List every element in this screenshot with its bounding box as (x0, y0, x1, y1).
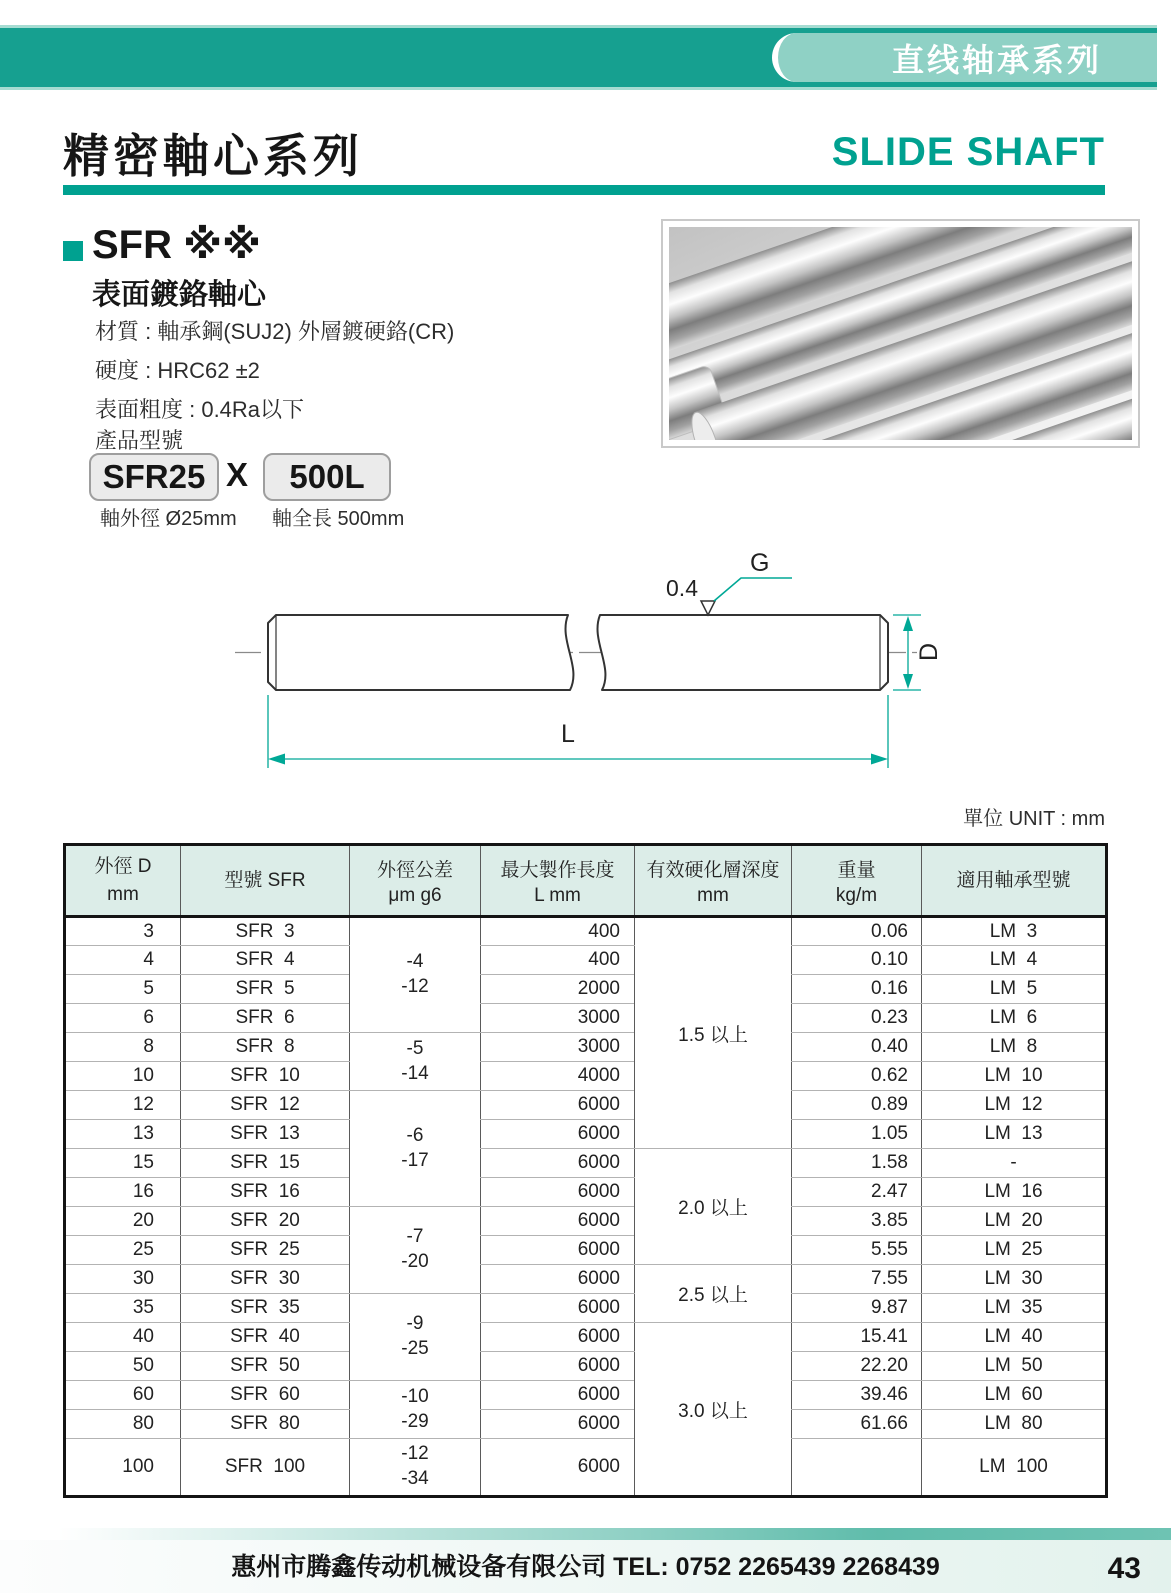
model-diameter-note: 軸外徑 Ø25mm (100, 508, 237, 530)
cell-tolerance: -6 -17 (350, 1091, 481, 1207)
cell-model: SFR 25 (181, 1236, 350, 1265)
page-title-en: SLIDE SHAFT (831, 130, 1105, 174)
spec-table-body (65, 917, 1107, 1497)
cell-max-length: 400 (481, 917, 635, 946)
cell-outer-diameter: 16 (65, 1178, 181, 1207)
cell-model: SFR 6 (181, 1004, 350, 1033)
cell-weight: 15.41 (792, 1323, 922, 1352)
cell-tolerance: -7 -20 (350, 1207, 481, 1294)
cell-outer-diameter: 4 (65, 946, 181, 975)
cell-weight: 2.47 (792, 1178, 922, 1207)
cell-model: SFR 16 (181, 1178, 350, 1207)
cell-weight: 22.20 (792, 1352, 922, 1381)
cell-max-length: 2000 (481, 975, 635, 1004)
cell-bearing-model: LM 100 (922, 1439, 1107, 1497)
header-outer-diameter: 外徑 D mm (65, 845, 181, 917)
cell-bearing-model: LM 12 (922, 1091, 1107, 1120)
material-specs (95, 312, 454, 429)
shaft-right-segment (597, 615, 888, 690)
leader-line (714, 578, 792, 601)
cell-outer-diameter: 5 (65, 975, 181, 1004)
cell-bearing-model: LM 50 (922, 1352, 1107, 1381)
cell-tolerance: -10 -29 (350, 1381, 481, 1439)
cell-max-length: 3000 (481, 1004, 635, 1033)
model-diameter-box: SFR25 (89, 453, 219, 501)
cell-model: SFR 3 (181, 917, 350, 946)
top-banner (0, 25, 1157, 90)
d-arrow-down-icon (903, 674, 913, 689)
header-hardening-depth: 有效硬化層深度 mm (635, 845, 792, 917)
cell-max-length: 6000 (481, 1352, 635, 1381)
cell-bearing-model: LM 5 (922, 975, 1107, 1004)
cell-weight (792, 1439, 922, 1497)
roughness-value: 0.4 (666, 575, 698, 601)
cell-bearing-model: LM 10 (922, 1062, 1107, 1091)
cell-weight: 3.85 (792, 1207, 922, 1236)
l-arrow-right-icon (871, 754, 888, 765)
series-tab-label: 直线轴承系列 (891, 41, 1102, 78)
cell-outer-diameter: 60 (65, 1381, 181, 1410)
l-arrow-left-icon (268, 754, 285, 765)
cell-max-length: 6000 (481, 1120, 635, 1149)
cell-model: SFR 35 (181, 1294, 350, 1323)
header-model: 型號 SFR (181, 845, 350, 917)
cell-bearing-model: LM 6 (922, 1004, 1107, 1033)
page-title-zh: 精密軸心系列 (63, 130, 363, 182)
cell-weight: 0.40 (792, 1033, 922, 1062)
cell-model: SFR 8 (181, 1033, 350, 1062)
cell-outer-diameter: 6 (65, 1004, 181, 1033)
cell-weight: 0.62 (792, 1062, 922, 1091)
cell-hardening-depth: 3.0 以上 (635, 1323, 792, 1497)
cell-tolerance: -4 -12 (350, 917, 481, 1033)
section-bullet-icon (63, 241, 83, 261)
cell-model: SFR 20 (181, 1207, 350, 1236)
cell-outer-diameter: 35 (65, 1294, 181, 1323)
table-row (65, 1294, 1107, 1323)
cell-model: SFR 12 (181, 1091, 350, 1120)
cell-bearing-model: LM 25 (922, 1236, 1107, 1265)
cell-weight: 1.05 (792, 1120, 922, 1149)
table-row (65, 1004, 1107, 1033)
cell-max-length: 6000 (481, 1178, 635, 1207)
table-row (65, 1033, 1107, 1062)
cell-max-length: 6000 (481, 1323, 635, 1352)
cell-weight: 5.55 (792, 1236, 922, 1265)
header-row (65, 845, 1107, 917)
cell-outer-diameter: 20 (65, 1207, 181, 1236)
table-row (65, 1265, 1107, 1294)
header-tolerance: 外徑公差 μm g6 (350, 845, 481, 917)
cell-weight: 0.89 (792, 1091, 922, 1120)
header-weight: 重量 kg/m (792, 845, 922, 917)
unit-note: 單位 UNIT : mm (963, 808, 1105, 830)
cell-max-length: 400 (481, 946, 635, 975)
table-row (65, 1352, 1107, 1381)
cell-max-length: 6000 (481, 1410, 635, 1439)
cell-max-length: 3000 (481, 1033, 635, 1062)
spec-material: 材質 : 軸承鋼(SUJ2) 外層鍍硬鉻(CR) (95, 319, 455, 344)
title-rule (63, 185, 1105, 195)
cell-tolerance: -12 -34 (350, 1439, 481, 1497)
cell-tolerance: -9 -25 (350, 1294, 481, 1381)
cell-weight: 9.87 (792, 1294, 922, 1323)
page-number: 43 (1107, 1552, 1141, 1585)
table-row (65, 946, 1107, 975)
cell-outer-diameter: 40 (65, 1323, 181, 1352)
series-tab (772, 33, 1157, 82)
cell-model: SFR 40 (181, 1323, 350, 1352)
cell-max-length: 6000 (481, 1236, 635, 1265)
length-dim-label: L (561, 720, 575, 748)
cell-outer-diameter: 50 (65, 1352, 181, 1381)
spec-table (63, 843, 1108, 1498)
series-name: 表面鍍鉻軸心 (92, 279, 267, 311)
cell-hardening-depth: 2.0 以上 (635, 1149, 792, 1265)
cell-model: SFR 10 (181, 1062, 350, 1091)
cell-model: SFR 50 (181, 1352, 350, 1381)
spec-roughness: 表面粗度 : 0.4Ra以下 (95, 397, 305, 422)
cell-weight: 39.46 (792, 1381, 922, 1410)
cell-weight: 7.55 (792, 1265, 922, 1294)
cell-bearing-model: LM 13 (922, 1120, 1107, 1149)
cell-outer-diameter: 80 (65, 1410, 181, 1439)
cell-max-length: 6000 (481, 1265, 635, 1294)
cell-model: SFR 60 (181, 1381, 350, 1410)
cell-weight: 0.23 (792, 1004, 922, 1033)
header-bearing-model: 適用軸承型號 (922, 845, 1107, 917)
cell-bearing-model: - (922, 1149, 1107, 1178)
cell-outer-diameter: 10 (65, 1062, 181, 1091)
cell-outer-diameter: 25 (65, 1236, 181, 1265)
cell-bearing-model: LM 35 (922, 1294, 1107, 1323)
footer-gradient-strip (0, 1528, 1171, 1540)
model-section-label: 產品型號 (95, 428, 184, 453)
cell-max-length: 6000 (481, 1294, 635, 1323)
cell-bearing-model: LM 80 (922, 1410, 1107, 1439)
cell-model: SFR 4 (181, 946, 350, 975)
cell-weight: 0.06 (792, 917, 922, 946)
cell-hardening-depth: 1.5 以上 (635, 917, 792, 1149)
cell-outer-diameter: 30 (65, 1265, 181, 1294)
table-row (65, 1149, 1107, 1178)
cell-outer-diameter: 12 (65, 1091, 181, 1120)
cell-outer-diameter: 15 (65, 1149, 181, 1178)
cell-max-length: 6000 (481, 1149, 635, 1178)
spec-hardness: 硬度 : HRC62 ±2 (95, 358, 260, 383)
product-photo (661, 219, 1140, 448)
cell-bearing-model: LM 40 (922, 1323, 1107, 1352)
surface-finish-triangle-icon (701, 601, 715, 615)
cell-model: SFR 15 (181, 1149, 350, 1178)
table-row (65, 1236, 1107, 1265)
cell-weight: 0.16 (792, 975, 922, 1004)
table-row (65, 1410, 1107, 1439)
cell-outer-diameter: 8 (65, 1033, 181, 1062)
table-row (65, 1381, 1107, 1410)
table-row (65, 917, 1107, 946)
shaft-left-segment (268, 615, 573, 690)
cell-model: SFR 30 (181, 1265, 350, 1294)
cell-max-length: 6000 (481, 1381, 635, 1410)
shaft-technical-drawing (0, 535, 1171, 800)
cell-model: SFR 13 (181, 1120, 350, 1149)
cell-bearing-model: LM 60 (922, 1381, 1107, 1410)
cell-model: SFR 100 (181, 1439, 350, 1497)
cell-bearing-model: LM 4 (922, 946, 1107, 975)
spec-table-wrap (63, 843, 1105, 1498)
cell-max-length: 6000 (481, 1091, 635, 1120)
cell-bearing-model: LM 3 (922, 917, 1107, 946)
cell-model: SFR 80 (181, 1410, 350, 1439)
cell-max-length: 6000 (481, 1439, 635, 1497)
table-row (65, 1178, 1107, 1207)
cell-bearing-model: LM 16 (922, 1178, 1107, 1207)
cell-bearing-model: LM 30 (922, 1265, 1107, 1294)
header-max-length: 最大製作長度 L mm (481, 845, 635, 917)
cell-outer-diameter: 100 (65, 1439, 181, 1497)
shaft-photo-graphic (669, 227, 1132, 440)
table-row (65, 1439, 1107, 1497)
table-row (65, 1091, 1107, 1120)
cell-max-length: 4000 (481, 1062, 635, 1091)
table-row (65, 1120, 1107, 1149)
model-length-box: 500L (263, 453, 391, 501)
cell-max-length: 6000 (481, 1207, 635, 1236)
table-row (65, 1323, 1107, 1352)
table-row (65, 1207, 1107, 1236)
cell-tolerance: -5 -14 (350, 1033, 481, 1091)
cell-hardening-depth: 2.5 以上 (635, 1265, 792, 1323)
table-row (65, 1062, 1107, 1091)
cell-bearing-model: LM 8 (922, 1033, 1107, 1062)
cell-weight: 61.66 (792, 1410, 922, 1439)
cell-bearing-model: LM 20 (922, 1207, 1107, 1236)
table-row (65, 975, 1107, 1004)
cell-weight: 1.58 (792, 1149, 922, 1178)
d-arrow-up-icon (903, 616, 913, 631)
series-code: SFR ※※ (92, 223, 261, 267)
diameter-dim-label: D (915, 642, 943, 662)
cell-outer-diameter: 3 (65, 917, 181, 946)
model-length-note: 軸全長 500mm (272, 508, 405, 530)
cell-model: SFR 5 (181, 975, 350, 1004)
model-separator: X (226, 456, 249, 493)
footer-company-line: 惠州市腾鑫传动机械设备有限公司 TEL: 0752 2265439 2268439 (231, 1553, 940, 1581)
cell-weight: 0.10 (792, 946, 922, 975)
cell-outer-diameter: 13 (65, 1120, 181, 1149)
grind-symbol: G (750, 549, 770, 577)
